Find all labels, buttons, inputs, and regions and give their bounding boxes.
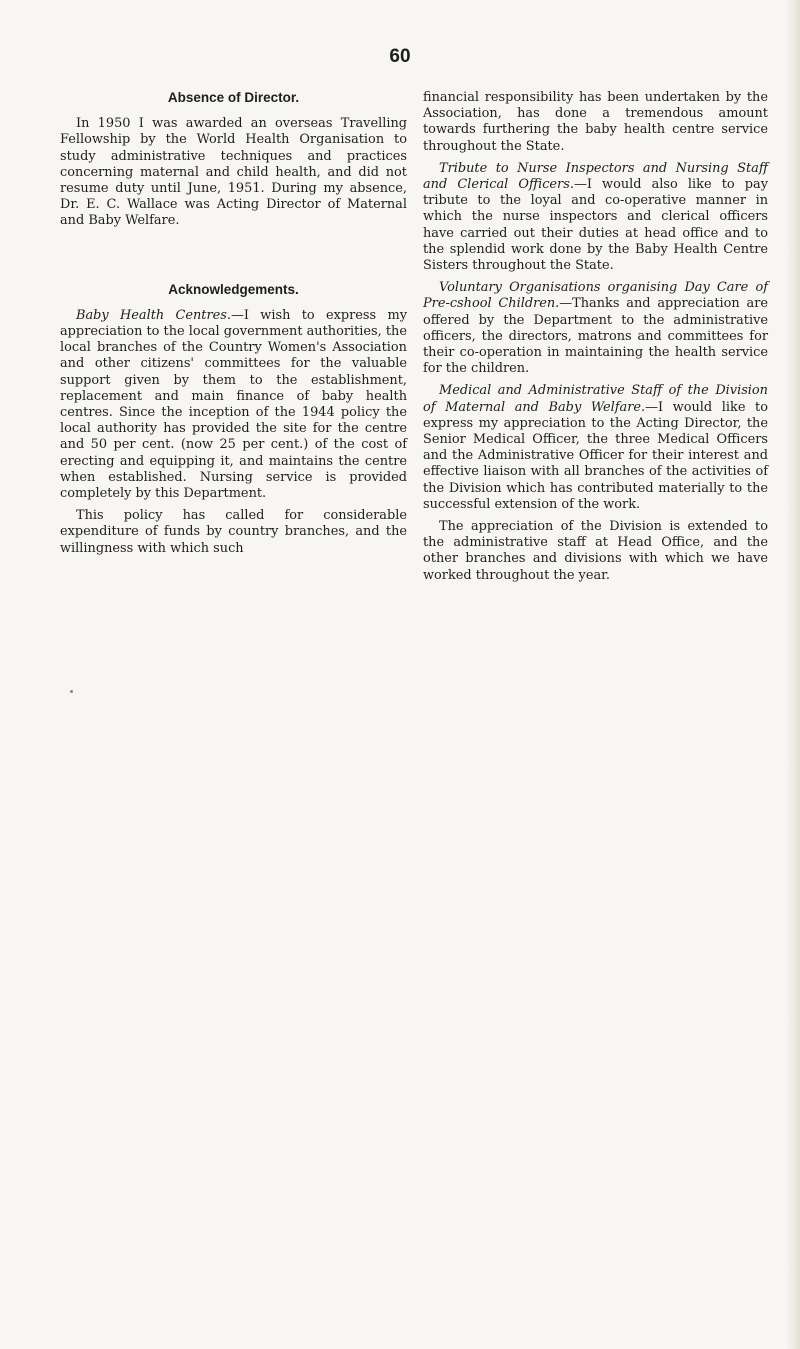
baby-health-centres-title: Baby Health Centres. [76,307,231,323]
absence-of-director-heading: Absence of Director. [167,90,300,105]
right-column [423,90,768,590]
baby-health-centres-text: —I wish to express my appreciation to the local government authorities, the local branches of the Country Women's Association and other citizens' committees for the valuable support given by them to the establishment, replacement and main finance of baby health centres. Since the inception of the 1944 policy the local authority has provided the site for the centre and 50 per cent. (now 25 per cent.) of the cost of erecting and equipping it, and maintains the centre when established. Nursing service is provided completely by this Department. [60,307,407,502]
tribute-paragraph [423,161,768,274]
voluntary-organisations-text: —Thanks and appreciation are offered by the Department to the administrative officers, the directors, matrons and committees for their co-operation in maintaining the health service for the children. [423,296,768,377]
baby-health-centres-paragraph [60,308,407,502]
medical-staff-title: Medical and Administrative Staff of the Division of Maternal and Baby Welfare. [423,383,768,415]
acknowledgements-heading: Acknowledgements. [168,281,299,297]
voluntary-organisations-title: Voluntary Organisations organising Day Care of Pre-cshool Children. [423,280,768,312]
page-number: 60 [389,46,411,67]
closing-paragraph: The appreciation of the Division is extended to the administrative staff at Head Office, and the other branches and divisions with which we have worked throughout the year. [423,519,768,583]
left-column [60,90,407,563]
continuation-paragraph: financial responsibility has been undertaken by the Association, has done a tremendous amount towards furthering the baby health centre service throughout the State. [423,90,768,154]
medical-staff-text: —I would like to express my appreciation to the Acting Director, the Senior Medical Officer, the three Medical Officers and the Administrative Officer for their interest and effective liaison with all branches of the activities of the Division which has contributed materially to the successful extension of the work. [423,399,768,512]
tribute-text: —I would also like to pay tribute to the loyal and co-operative manner in which the nurse inspectors and clerical officers have carried out their duties at head office and to the splendid work done by the Baby Health Centre Sisters throughout the State. [423,177,768,274]
voluntary-organisations-paragraph [423,280,768,377]
paper-speck [70,690,73,693]
absence-paragraph: In 1950 I was awarded an overseas Travelling Fellowship by the World Health Organisation to study administrative techniques and practices concerning maternal and child health, and did not resume duty until June, 1951. During my absence, Dr. E. C. Wallace was Acting Director of Maternal and Baby Welfare. [60,116,407,229]
page-edge-shadow [786,0,800,1349]
medical-staff-paragraph [423,383,768,513]
policy-paragraph: This policy has called for considerable expenditure of funds by country branches, and the willingness with which such [60,508,407,556]
tribute-title: Tribute to Nurse Inspectors and Nursing Staff and Clerical Officers. [423,160,768,193]
